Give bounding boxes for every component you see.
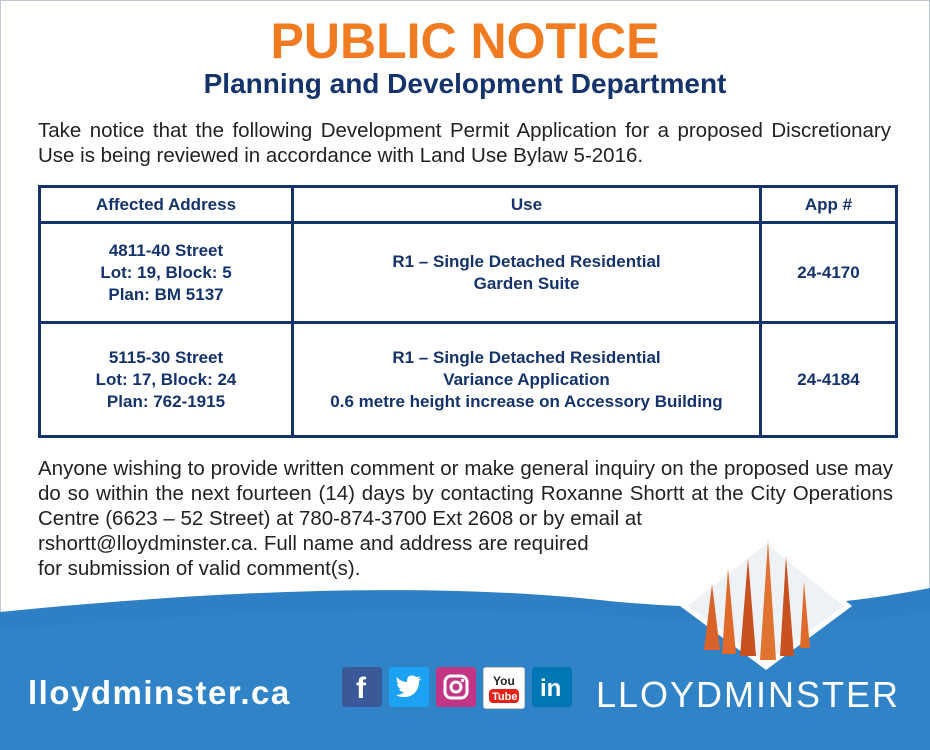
header-affected-address: Affected Address bbox=[40, 187, 293, 223]
address-lot-block: Lot: 17, Block: 24 bbox=[95, 369, 237, 389]
header-use: Use bbox=[293, 187, 761, 223]
brand-wordmark: LLOYDMINSTER bbox=[596, 674, 901, 715]
notice-headline: PUBLIC NOTICE bbox=[270, 13, 660, 69]
instagram-icon[interactable] bbox=[436, 667, 476, 707]
address-street: 5115-30 Street bbox=[108, 347, 224, 367]
address-street: 4811-40 Street bbox=[108, 240, 224, 260]
permit-table bbox=[38, 185, 898, 438]
svg-text:in: in bbox=[540, 675, 562, 700]
youtube-icon[interactable] bbox=[483, 667, 525, 709]
address-plan: Plan: 762-1915 bbox=[106, 391, 226, 411]
department-title: Planning and Development Department bbox=[203, 68, 727, 99]
intro-paragraph: Take notice that the following Development Permit Application for a proposed Discretionary Use is being reviewed in accordance with Land Use Bylaw 5-2016. bbox=[38, 119, 891, 167]
header-app-number: App # bbox=[761, 187, 897, 223]
comment-text: Anyone wishing to provide written comment or make general inquiry on the proposed use may do so within the next fourteen (14) days by contacting Roxanne Shortt at the City Operations Centre (6623 – 52 Street) at 780-874-3700 Ext 2608 or by email at bbox=[38, 457, 893, 530]
linkedin-icon[interactable] bbox=[532, 667, 572, 707]
comment-closing-line: for submission of valid comment(s). bbox=[38, 557, 361, 580]
use-cell bbox=[293, 323, 761, 437]
use-description: 0.6 metre height increase on Accessory Building bbox=[330, 391, 723, 411]
website-link[interactable]: lloydminster.ca bbox=[28, 674, 291, 711]
address-cell bbox=[40, 223, 293, 323]
svg-text:Tube: Tube bbox=[492, 691, 518, 703]
svg-text:f: f bbox=[356, 672, 366, 702]
use-detail: Variance Application bbox=[443, 369, 610, 389]
use-cell bbox=[293, 223, 761, 323]
comment-email-line: rshortt@lloydminster.ca. Full name and address are required bbox=[38, 532, 589, 555]
social-icons bbox=[342, 667, 572, 707]
table-row bbox=[40, 323, 897, 437]
use-zoning: R1 – Single Detached Residential bbox=[392, 347, 661, 367]
table-header-row bbox=[40, 187, 897, 223]
twitter-icon[interactable] bbox=[389, 667, 429, 707]
app-number-cell: 24-4184 bbox=[761, 323, 897, 437]
table-row bbox=[40, 223, 897, 323]
lloydminster-logo-mark bbox=[676, 532, 856, 672]
use-zoning: R1 – Single Detached Residential bbox=[392, 251, 661, 271]
address-lot-block: Lot: 19, Block: 5 bbox=[100, 262, 232, 282]
facebook-icon[interactable] bbox=[342, 667, 382, 707]
app-number-cell: 24-4170 bbox=[761, 223, 897, 323]
address-plan: Plan: BM 5137 bbox=[108, 284, 224, 304]
svg-text:You: You bbox=[493, 674, 515, 688]
use-detail: Garden Suite bbox=[473, 273, 580, 293]
address-cell bbox=[40, 323, 293, 437]
